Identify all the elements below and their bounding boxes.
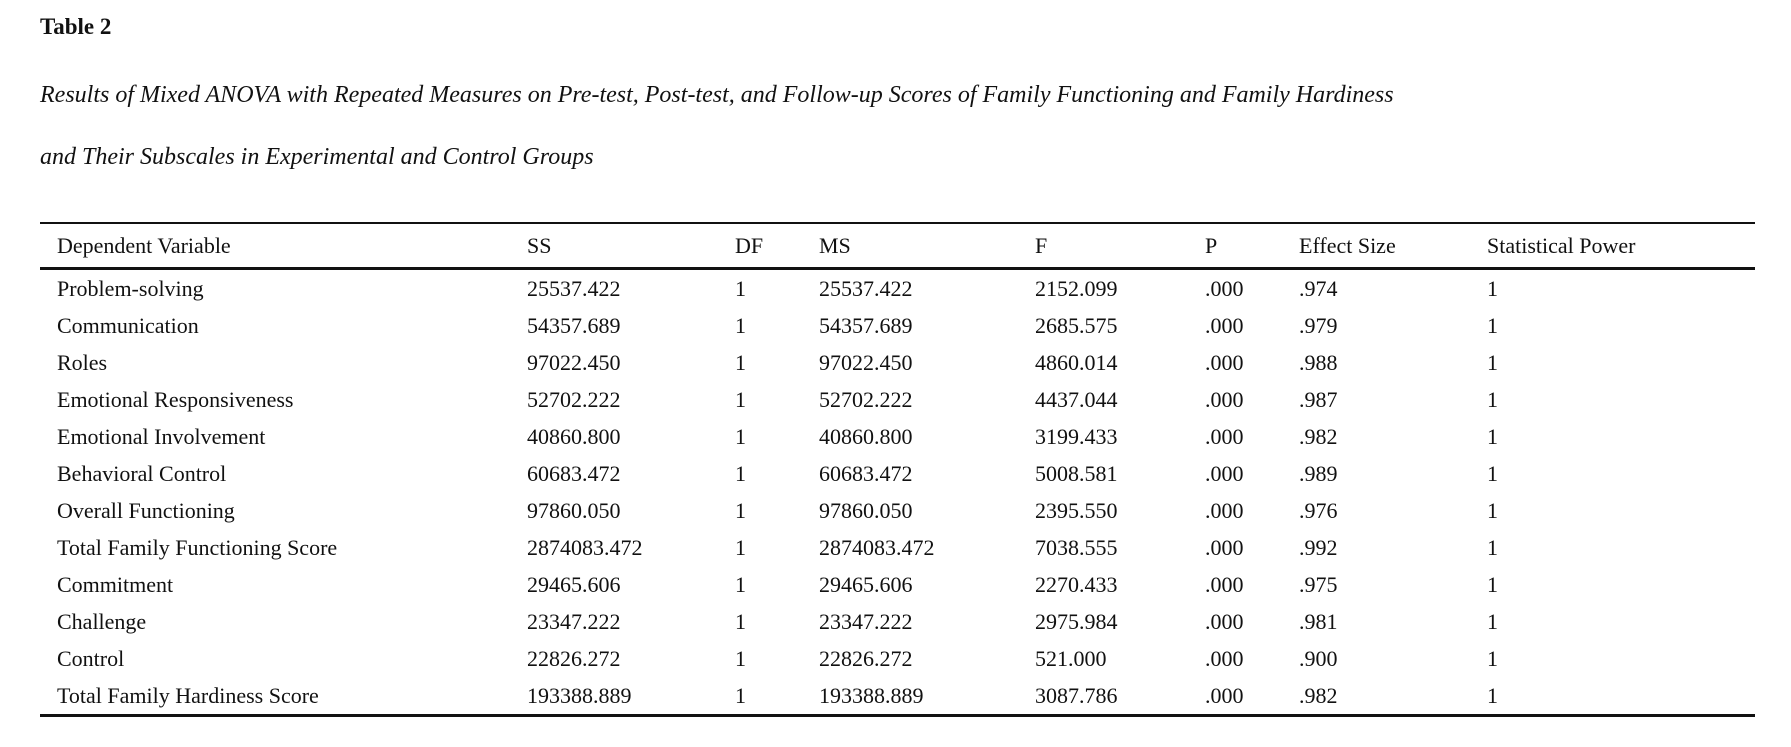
table-cell: 2270.433 <box>1035 571 1118 597</box>
table-cell: 25537.422 <box>527 275 621 301</box>
table-cell: 1 <box>735 386 746 412</box>
table-cell: 54357.689 <box>527 312 621 338</box>
table-cell: .000 <box>1205 349 1244 375</box>
table-cell: Challenge <box>57 608 147 634</box>
anova-results-table <box>40 222 1755 717</box>
table-row <box>40 344 1755 381</box>
table-cell: 52702.222 <box>819 386 913 412</box>
table-cell: .000 <box>1205 571 1244 597</box>
table-cell: 22826.272 <box>527 645 621 671</box>
table-cell: 1 <box>718 677 802 716</box>
table-cell: 2874083.472 <box>819 534 935 560</box>
table-cell: 521.000 <box>1035 645 1107 671</box>
table-cell: .982 <box>1299 423 1338 449</box>
table-cell: 2395.550 <box>1035 497 1118 523</box>
table-cell: 97860.050 <box>819 497 913 523</box>
table-cell: 23347.222 <box>527 608 621 634</box>
table-row <box>40 455 1755 492</box>
table-cell: 1 <box>735 497 746 523</box>
column-header: Effect Size <box>1282 223 1470 269</box>
table-cell: 2685.575 <box>1035 312 1118 338</box>
column-header: MS <box>802 223 1018 269</box>
table-cell: 2874083.472 <box>527 534 643 560</box>
table-cell: .987 <box>1299 386 1338 412</box>
table-cell: 1 <box>735 423 746 449</box>
table-cell: .000 <box>1205 460 1244 486</box>
table-cell: 1 <box>1487 460 1498 486</box>
table-cell: 1 <box>1487 386 1498 412</box>
table-row <box>40 269 1755 308</box>
table-cell: Control <box>57 645 125 671</box>
table-cell: 40860.800 <box>819 423 913 449</box>
table-row <box>40 381 1755 418</box>
table-cell: 1 <box>735 608 746 634</box>
column-header: P <box>1188 223 1282 269</box>
table-body <box>40 269 1755 716</box>
table-cell: 1 <box>735 312 746 338</box>
table-label: Table 2 <box>40 14 112 39</box>
table-cell: Overall Functioning <box>57 497 235 523</box>
caption-line-2: and Their Subscales in Experimental and Control Groups <box>40 144 594 170</box>
column-header: Dependent Variable <box>40 223 510 269</box>
table-cell: 23347.222 <box>819 608 913 634</box>
table-cell: .979 <box>1299 312 1338 338</box>
table-cell: 1 <box>1487 423 1498 449</box>
table-cell: .976 <box>1299 497 1338 523</box>
table-cell: Communication <box>57 312 199 338</box>
table-cell: .000 <box>1205 423 1244 449</box>
table-cell: 25537.422 <box>819 275 913 301</box>
table-cell: 1 <box>1470 677 1755 716</box>
table-cell: 5008.581 <box>1035 460 1118 486</box>
table-cell: 1 <box>735 349 746 375</box>
table-cell: 29465.606 <box>527 571 621 597</box>
table-cell: .975 <box>1299 571 1338 597</box>
table-cell: 97860.050 <box>527 497 621 523</box>
table-cell: Total Family Functioning Score <box>57 534 338 560</box>
table-cell: .900 <box>1299 645 1338 671</box>
table-cell: .981 <box>1299 608 1338 634</box>
table-cell: .000 <box>1205 312 1244 338</box>
table-cell: 193388.889 <box>510 677 718 716</box>
table-row <box>40 307 1755 344</box>
table-row <box>40 640 1755 677</box>
table-cell: .989 <box>1299 460 1338 486</box>
column-header: Statistical Power <box>1470 223 1755 269</box>
table-cell: 4860.014 <box>1035 349 1118 375</box>
table-cell: 1 <box>1487 534 1498 560</box>
table-cell: 7038.555 <box>1035 534 1118 560</box>
table-row <box>40 492 1755 529</box>
table-cell: .000 <box>1205 275 1244 301</box>
table-cell: 29465.606 <box>819 571 913 597</box>
table-cell: .000 <box>1205 386 1244 412</box>
table-cell: 1 <box>735 534 746 560</box>
table-cell: 97022.450 <box>527 349 621 375</box>
table-cell: Emotional Responsiveness <box>57 386 294 412</box>
table-cell: .974 <box>1299 275 1338 301</box>
table-cell: 22826.272 <box>819 645 913 671</box>
table-cell: 2975.984 <box>1035 608 1118 634</box>
column-header: DF <box>718 223 802 269</box>
table-cell: .000 <box>1205 534 1244 560</box>
table-cell: 60683.472 <box>527 460 621 486</box>
table-cell: Behavioral Control <box>57 460 227 486</box>
table-cell: 52702.222 <box>527 386 621 412</box>
column-header: F <box>1018 223 1188 269</box>
table-cell: 1 <box>1487 349 1498 375</box>
table-cell: Commitment <box>57 571 174 597</box>
table-cell: .000 <box>1188 677 1282 716</box>
table-cell: 1 <box>1487 571 1498 597</box>
table-row <box>40 677 1755 716</box>
table-row <box>40 529 1755 566</box>
table-cell: 3087.786 <box>1018 677 1188 716</box>
table-cell: 193388.889 <box>802 677 1018 716</box>
table-cell: 1 <box>735 460 746 486</box>
table-cell: .992 <box>1299 534 1338 560</box>
table-cell: 1 <box>735 645 746 671</box>
column-header: SS <box>510 223 718 269</box>
table-cell: Total Family Hardiness Score <box>40 677 510 716</box>
header-row <box>40 223 1755 269</box>
table-cell: 1 <box>1487 497 1498 523</box>
table-cell: 1 <box>1487 608 1498 634</box>
table-cell: .000 <box>1205 608 1244 634</box>
table-cell: 2152.099 <box>1035 275 1118 301</box>
table-cell: 1 <box>1487 275 1498 301</box>
table-cell: Roles <box>57 349 108 375</box>
table-cell: 1 <box>1487 312 1498 338</box>
table-cell: .000 <box>1205 645 1244 671</box>
table-row <box>40 603 1755 640</box>
table-cell: 97022.450 <box>819 349 913 375</box>
table-cell: 1 <box>1487 645 1498 671</box>
table-cell: 3199.433 <box>1035 423 1118 449</box>
table-cell: 54357.689 <box>819 312 913 338</box>
table-cell: 1 <box>735 275 746 301</box>
table-cell: .982 <box>1282 677 1470 716</box>
table-cell: 1 <box>735 571 746 597</box>
table-cell: 60683.472 <box>819 460 913 486</box>
table-cell: .000 <box>1205 497 1244 523</box>
table-row <box>40 566 1755 603</box>
table-caption <box>40 64 1760 188</box>
table-cell: 40860.800 <box>527 423 621 449</box>
table-cell: Emotional Involvement <box>57 423 266 449</box>
table-cell: Problem-solving <box>57 275 204 301</box>
table-cell: 4437.044 <box>1035 386 1118 412</box>
table-cell: .988 <box>1299 349 1338 375</box>
table-row <box>40 418 1755 455</box>
caption-line-1: Results of Mixed ANOVA with Repeated Measures on Pre-test, Post-test, and Follow-up Scores of Family Functioning and Family Hardiness <box>40 82 1394 108</box>
